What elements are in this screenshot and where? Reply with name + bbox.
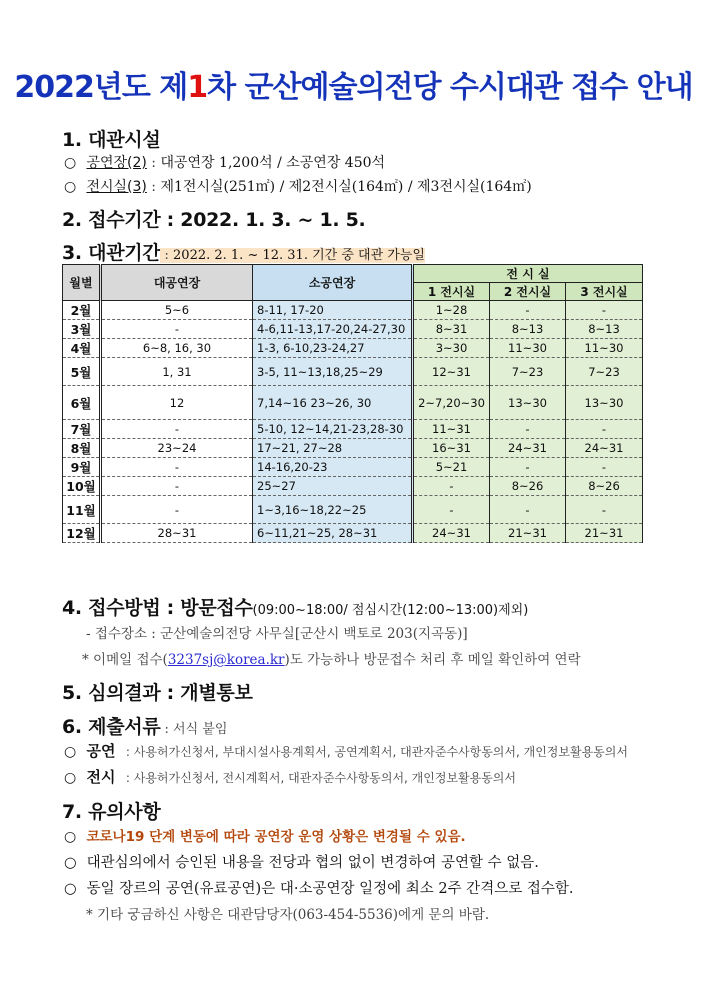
ex1-cell: - <box>413 477 490 496</box>
circle-marker-icon: ○ <box>64 155 77 171</box>
table-row <box>63 477 643 496</box>
header-ex2: 2 전시실 <box>490 283 566 301</box>
section5-heading: 5. 심의결과 : 개별통보 <box>62 682 253 704</box>
ex3-cell: - <box>566 496 643 524</box>
title-number: 1 <box>187 70 208 105</box>
large-hall-cell: - <box>101 420 253 439</box>
month-cell: 11월 <box>63 496 101 524</box>
exhibit-label: 전시실(3) <box>86 179 147 195</box>
small-hall-cell: 8-11, 17-20 <box>253 301 413 320</box>
ex1-cell: 12~31 <box>413 358 490 386</box>
ex3-cell: - <box>566 420 643 439</box>
header-ex3: 3 전시실 <box>566 283 643 301</box>
header-month: 월별 <box>63 265 101 301</box>
ex1-cell: 3~30 <box>413 339 490 358</box>
ex3-cell: 13~30 <box>566 386 643 420</box>
page-title <box>0 62 707 106</box>
section3-heading-line <box>62 238 425 265</box>
section4-heading-line <box>62 593 528 620</box>
venue-sep: : <box>146 155 161 171</box>
circle-marker-icon: ○ <box>64 881 77 897</box>
reception-place: - 접수장소 : 군산예술의전당 사무실[군산시 백토로 203(지곡동)] <box>86 626 468 642</box>
section1-heading: 1. 대관시설 <box>62 129 161 151</box>
large-hall-cell: - <box>101 320 253 339</box>
small-hall-cell: 5-10, 12~14,21-23,28-30 <box>253 420 413 439</box>
header-ex1: 1 전시실 <box>413 283 490 301</box>
small-hall-cell: 17~21, 27~28 <box>253 439 413 458</box>
month-cell: 3월 <box>63 320 101 339</box>
circle-marker-icon: ○ <box>64 770 77 786</box>
contact-note: * 기타 궁금하신 사항은 대관담당자(063-454-5536)에게 문의 바람. <box>86 907 490 923</box>
circle-marker-icon: ○ <box>64 829 77 845</box>
perf-docs-label: 공연 <box>86 742 116 760</box>
table-row <box>63 524 643 543</box>
table-row <box>63 439 643 458</box>
notice-item-3-text: 동일 장르의 공연(유료공연)은 대·소공연장 일정에 최소 2주 간격으로 접수함. <box>86 881 574 897</box>
ex-docs-line: ○ 전시 : 사용허가신청서, 전시계획서, 대관자준수사항동의서, 개인정보활용동의서 <box>64 768 516 786</box>
ex-docs-label: 전시 <box>86 768 116 786</box>
ex3-cell: 11~30 <box>566 339 643 358</box>
table-row <box>63 339 643 358</box>
month-cell: 8월 <box>63 439 101 458</box>
large-hall-cell: 1, 31 <box>101 358 253 386</box>
section7-heading: 7. 유의사항 <box>62 801 161 823</box>
ex1-cell: 11~31 <box>413 420 490 439</box>
header-large-hall: 대공연장 <box>101 265 253 301</box>
notice-item-1 <box>64 825 466 845</box>
title-text-post: 차 군산예술의전당 수시대관 접수 안내 <box>207 70 693 105</box>
ex3-cell: - <box>566 458 643 477</box>
ex2-cell: 24~31 <box>490 439 566 458</box>
small-hall-cell: 25~27 <box>253 477 413 496</box>
small-hall-cell: 1-3, 6-10,23-24,27 <box>253 339 413 358</box>
large-hall-cell: 23~24 <box>101 439 253 458</box>
exhibit-text: 제1전시실(251㎡) / 제2전시실(164㎡) / 제3전시실(164㎡) <box>160 179 532 195</box>
ex1-cell: - <box>413 496 490 524</box>
ex1-cell: 5~21 <box>413 458 490 477</box>
header-exhibition: 전 시 실 <box>413 265 643 283</box>
perf-docs-line: ○ 공연 : 사용허가신청서, 부대시설사용계획서, 공연계획서, 대관자준수사항동의서, 개인정보활용동의서 <box>64 742 628 760</box>
section6-sep: : <box>160 722 174 737</box>
large-hall-cell: 28~31 <box>101 524 253 543</box>
section3-sep: : <box>160 248 174 263</box>
email-note <box>82 648 581 668</box>
ex2-cell: 13~30 <box>490 386 566 420</box>
ex2-cell: 7~23 <box>490 358 566 386</box>
notice-item-2 <box>64 851 539 872</box>
ex2-cell: - <box>490 496 566 524</box>
ex2-cell: 11~30 <box>490 339 566 358</box>
section6-heading: 6. 제출서류 <box>62 716 161 738</box>
large-hall-cell: 6~8, 16, 30 <box>101 339 253 358</box>
circle-marker-icon: ○ <box>64 855 77 871</box>
month-cell: 9월 <box>63 458 101 477</box>
month-cell: 2월 <box>63 301 101 320</box>
table-row <box>63 386 643 420</box>
section3-note: 2022. 2. 1. ~ 12. 31. 기간 중 대관 가능일 <box>173 248 425 263</box>
ex3-cell: 8~13 <box>566 320 643 339</box>
ex-docs-text: 사용허가신청서, 전시계획서, 대관자준수사항동의서, 개인정보활용동의서 <box>133 771 516 785</box>
ex3-cell: - <box>566 301 643 320</box>
section6-heading-line <box>62 712 227 739</box>
large-hall-cell: - <box>101 496 253 524</box>
notice-item-3 <box>64 877 573 898</box>
month-cell: 5월 <box>63 358 101 386</box>
small-hall-cell: 14-16,20-23 <box>253 458 413 477</box>
section2-heading: 2. 접수기간 : 2022. 1. 3. ~ 1. 5. <box>62 209 366 231</box>
large-hall-cell: 5~6 <box>101 301 253 320</box>
schedule-table <box>62 264 643 543</box>
ex2-cell: - <box>490 420 566 439</box>
venue-label: 공연장(2) <box>86 155 147 171</box>
table-row <box>63 320 643 339</box>
perf-docs-text: 사용허가신청서, 부대시설사용계획서, 공연계획서, 대관자준수사항동의서, 개인정보활용동의서 <box>133 745 628 759</box>
header-small-hall: 소공연장 <box>253 265 413 301</box>
circle-marker-icon: ○ <box>64 179 77 195</box>
ex3-cell: 21~31 <box>566 524 643 543</box>
small-hall-cell: 1~3,16~18,22~25 <box>253 496 413 524</box>
email-link[interactable]: 3237sj@korea.kr <box>167 652 285 668</box>
ex2-cell: 8~13 <box>490 320 566 339</box>
month-cell: 6월 <box>63 386 101 420</box>
title-text-pre: 2022년도 제 <box>14 70 188 105</box>
month-cell: 12월 <box>63 524 101 543</box>
circle-marker-icon: ○ <box>64 744 77 760</box>
ex2-cell: 21~31 <box>490 524 566 543</box>
small-hall-cell: 7,14~16 23~26, 30 <box>253 386 413 420</box>
ex1-cell: 24~31 <box>413 524 490 543</box>
table-row <box>63 301 643 320</box>
ex3-cell: 24~31 <box>566 439 643 458</box>
reception-hours: (09:00~18:00/ 점심시간(12:00~13:00)제외) <box>252 603 529 618</box>
venue-text: 대공연장 1,200석 / 소공연장 450석 <box>160 155 386 171</box>
large-hall-cell: - <box>101 477 253 496</box>
table-row <box>63 358 643 386</box>
ex2-cell: - <box>490 301 566 320</box>
notice-item-1-text: 코로나19 단계 변동에 따라 공연장 운영 상황은 변경될 수 있음. <box>86 829 466 845</box>
small-hall-cell: 4-6,11-13,17-20,24-27,30 <box>253 320 413 339</box>
section3-heading: 3. 대관기간 <box>62 242 161 264</box>
email-note-post: )도 가능하나 방문접수 처리 후 메일 확인하여 연락 <box>284 652 581 668</box>
section4-heading: 4. 접수방법 : 방문접수 <box>62 597 253 619</box>
table-row <box>63 420 643 439</box>
exhibit-sep: : <box>146 179 161 195</box>
ex2-cell: 8~26 <box>490 477 566 496</box>
venue-line <box>64 152 385 172</box>
table-row <box>63 496 643 524</box>
ex1-cell: 1~28 <box>413 301 490 320</box>
large-hall-cell: - <box>101 458 253 477</box>
large-hall-cell: 12 <box>101 386 253 420</box>
email-note-pre: * 이메일 접수( <box>82 652 168 668</box>
month-cell: 7월 <box>63 420 101 439</box>
ex1-cell: 8~31 <box>413 320 490 339</box>
section6-note: 서식 붙임 <box>173 722 228 737</box>
ex1-cell: 2~7,20~30 <box>413 386 490 420</box>
ex1-cell: 16~31 <box>413 439 490 458</box>
ex3-cell: 8~26 <box>566 477 643 496</box>
small-hall-cell: 3-5, 11~13,18,25~29 <box>253 358 413 386</box>
ex2-cell: - <box>490 458 566 477</box>
small-hall-cell: 6~11,21~25, 28~31 <box>253 524 413 543</box>
ex3-cell: 7~23 <box>566 358 643 386</box>
notice-item-2-text: 대관심의에서 승인된 내용을 전당과 협의 없이 변경하여 공연할 수 없음. <box>86 855 539 871</box>
exhibit-line <box>64 176 532 196</box>
table-row <box>63 458 643 477</box>
month-cell: 10월 <box>63 477 101 496</box>
month-cell: 4월 <box>63 339 101 358</box>
